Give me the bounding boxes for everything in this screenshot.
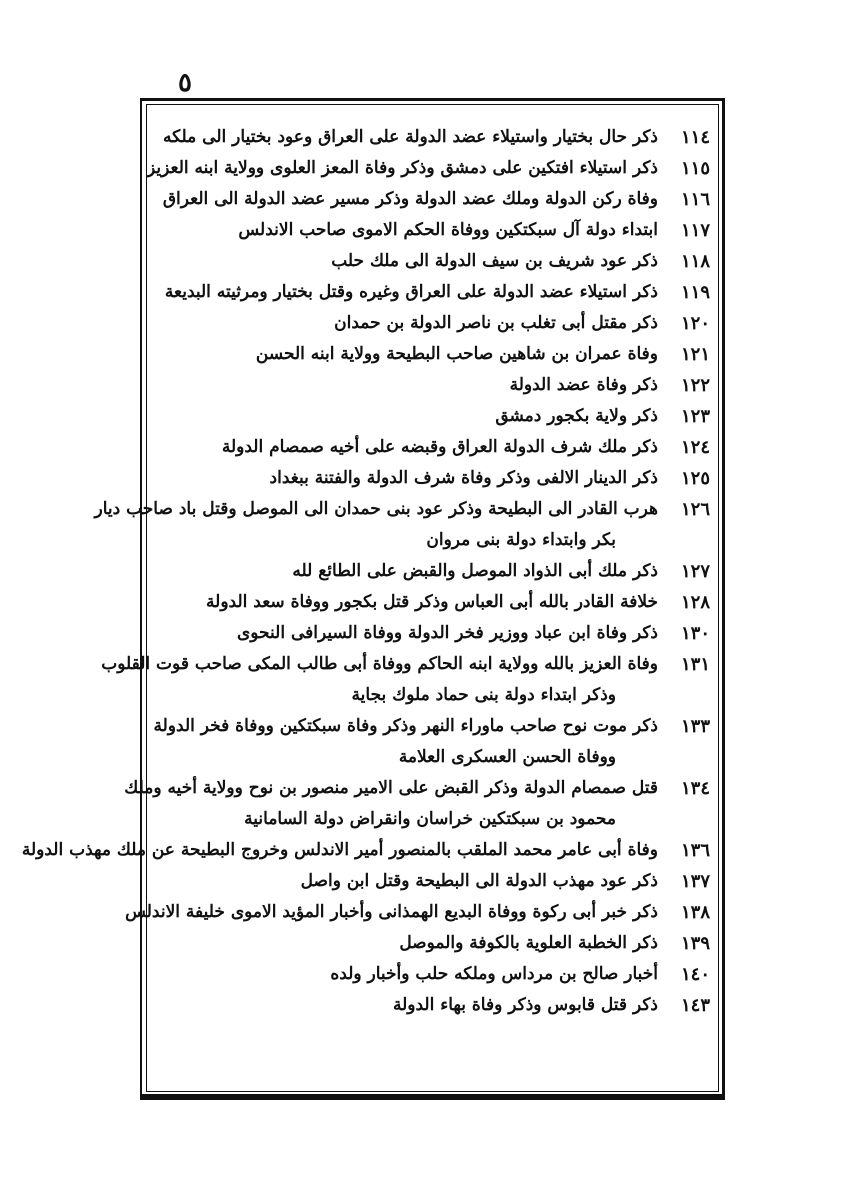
entry-page-number: ١٣٤ xyxy=(680,778,710,799)
toc-entry xyxy=(150,556,712,587)
entry-page-number: ١٣٣ xyxy=(680,716,710,737)
entry-page-number: ١٣١ xyxy=(680,654,710,675)
entry-page-number: ١٢٦ xyxy=(680,499,710,520)
table-of-contents xyxy=(21,122,712,1021)
entry-page-number: ١٣٨ xyxy=(680,902,710,923)
toc-entry xyxy=(150,432,712,463)
entry-title-line: ابتداء دولة آل سبكتكين ووفاة الحكم الاموى صاحب الاندلس xyxy=(238,220,658,240)
entry-page-number: ١٣٠ xyxy=(680,623,710,644)
entry-title-line: ذكر وفاة ابن عباد ووزير فخر الدولة ووفاة السيرافى النحوى xyxy=(236,623,658,643)
toc-entry xyxy=(150,308,712,339)
entry-page-number: ١٢٠ xyxy=(680,313,710,334)
toc-entry xyxy=(150,990,712,1021)
entry-title-line: خلافة القادر بالله أبى العباس وذكر قتل بكجور ووفاة سعد الدولة xyxy=(206,592,658,612)
entry-title xyxy=(147,153,658,184)
page-number: ٥ xyxy=(178,68,192,98)
entry-title xyxy=(150,122,658,153)
entry-title xyxy=(150,990,658,1021)
toc-entry xyxy=(150,339,712,370)
entry-page-number: ١٣٩ xyxy=(680,933,710,954)
entry-title xyxy=(150,184,658,215)
entry-title-line: هرب القادر الى البطيحة وذكر عود بنى حمدان الى الموصل وقتل باد صاحب ديار xyxy=(94,499,658,519)
entry-title-line: ذكر موت نوح صاحب ماوراء النهر وذكر وفاة سبكتكين ووفاة فخر الدولة xyxy=(153,716,658,736)
entry-page-number: ١٢٣ xyxy=(680,406,710,427)
toc-entry xyxy=(150,122,712,153)
entry-title-line: ذكر مقتل أبى تغلب بن ناصر الدولة بن حمدان xyxy=(334,313,658,333)
toc-entry xyxy=(150,928,712,959)
toc-entry xyxy=(150,246,712,277)
entry-page-number: ١٢٨ xyxy=(680,592,710,613)
entry-title-line: ذكر حال بختيار واستيلاء عضد الدولة على العراق وعود بختيار الى ملكه xyxy=(163,127,658,147)
toc-entry xyxy=(150,277,712,308)
entry-title-continuation: محمود بن سبكتكين خراسان وانقراض دولة السامانية xyxy=(244,809,616,829)
entry-title xyxy=(150,866,658,897)
entry-page-number: ١٢٧ xyxy=(680,561,710,582)
entry-title xyxy=(95,494,659,556)
toc-entry xyxy=(150,618,712,649)
entry-page-number: ١٢٥ xyxy=(680,468,710,489)
entry-page-number: ١٣٧ xyxy=(680,871,710,892)
toc-entry xyxy=(150,587,712,618)
toc-entry xyxy=(94,494,712,556)
entry-title-continuation: وذكر ابتداء دولة بنى حماد ملوك بجاية xyxy=(351,685,616,705)
toc-entry xyxy=(150,463,712,494)
entry-page-number: ١٢٢ xyxy=(680,375,710,396)
toc-entry xyxy=(150,401,712,432)
entry-title xyxy=(22,835,658,866)
entry-title xyxy=(150,370,658,401)
entry-page-number: ١٢١ xyxy=(680,344,710,365)
entry-title-line: ذكر استيلاء افتكين على دمشق وذكر وفاة المعز العلوى وولاية ابنه العزيز xyxy=(147,158,658,178)
entry-page-number: ١٤٣ xyxy=(680,995,710,1016)
entry-title-line: ذكر استيلاء عضد الدولة على العراق وغيره وقتل بختيار ومرثيته البديعة xyxy=(164,282,658,302)
toc-entry xyxy=(150,866,712,897)
entry-title xyxy=(150,711,658,773)
entry-page-number: ١٤٠ xyxy=(680,964,710,985)
entry-page-number: ١١٨ xyxy=(680,251,710,272)
entry-title-line: ذكر وفاة عضد الدولة xyxy=(509,375,658,395)
entry-title xyxy=(150,246,658,277)
toc-entry xyxy=(150,711,712,773)
entry-title xyxy=(125,897,658,928)
entry-title xyxy=(150,401,658,432)
toc-entry xyxy=(150,370,712,401)
entry-page-number: ١١٥ xyxy=(680,158,710,179)
entry-page-number: ١٣٦ xyxy=(680,840,710,861)
entry-title-line: قتل صمصام الدولة وذكر القبض على الامير منصور بن نوح وولاية أخيه وملك xyxy=(124,778,658,798)
entry-title xyxy=(150,308,658,339)
entry-title xyxy=(150,618,658,649)
toc-entry xyxy=(21,835,712,866)
entry-title-continuation: بكر وابتداء دولة بنى مروان xyxy=(426,530,616,550)
entry-title xyxy=(101,649,658,711)
entry-title-line: ذكر الخطبة العلوية بالكوفة والموصل xyxy=(399,933,658,953)
entry-title-line: ذكر عود مهذب الدولة الى البطيحة وقتل ابن واصل xyxy=(300,871,658,891)
entry-title xyxy=(150,339,658,370)
entry-page-number: ١١٤ xyxy=(680,127,710,148)
entry-title-line: ذكر خبر أبى ركوة ووفاة البديع الهمذانى وأخبار المؤيد الاموى خليفة الاندلس xyxy=(125,902,658,922)
entry-page-number: ١١٦ xyxy=(680,189,710,210)
entry-title-line: وفاة أبى عامر محمد الملقب بالمنصور أمير الاندلس وخروج البطيحة عن ملك مهذب الدولة xyxy=(21,840,658,860)
entry-title xyxy=(150,432,658,463)
toc-entry xyxy=(101,649,712,711)
toc-entry xyxy=(125,897,712,928)
entry-page-number: ١١٧ xyxy=(680,220,710,241)
entry-title-line: ذكر ولاية بكجور دمشق xyxy=(495,406,658,426)
entry-title-line: وفاة ركن الدولة وملك عضد الدولة وذكر مسير عضد الدولة الى العراق xyxy=(162,189,658,209)
entry-title-line: وفاة عمران بن شاهين صاحب البطيحة وولاية ابنه الحسن xyxy=(255,344,658,364)
entry-title xyxy=(150,556,658,587)
entry-title xyxy=(124,773,658,835)
entry-title-line: ذكر عود شريف بن سيف الدولة الى ملك حلب xyxy=(331,251,658,271)
entry-title-continuation: ووفاة الحسن العسكرى العلامة xyxy=(398,747,616,767)
entry-title xyxy=(150,215,658,246)
toc-entry xyxy=(150,959,712,990)
entry-page-number: ١٢٤ xyxy=(680,437,710,458)
entry-title-line: ذكر قتل قابوس وذكر وفاة بهاء الدولة xyxy=(392,995,658,1015)
entry-title-line: وفاة العزيز بالله وولاية ابنه الحاكم ووفاة أبى طالب المكى صاحب قوت القلوب xyxy=(101,654,658,674)
entry-title-line: ذكر الدينار الالفى وذكر وفاة شرف الدولة والفتنة ببغداد xyxy=(269,468,658,488)
toc-entry xyxy=(150,184,712,215)
toc-entry xyxy=(124,773,712,835)
entry-title xyxy=(150,959,658,990)
entry-title-line: ذكر ملك أبى الذواد الموصل والقبض على الطائع لله xyxy=(292,561,658,581)
entry-title-line: أخبار صالح بن مرداس وملكه حلب وأخبار ولده xyxy=(330,964,658,984)
toc-entry xyxy=(147,153,712,184)
entry-title xyxy=(150,277,658,308)
entry-page-number: ١١٩ xyxy=(680,282,710,303)
entry-title-line: ذكر ملك شرف الدولة العراق وقبضه على أخيه صمصام الدولة xyxy=(221,437,658,457)
entry-title xyxy=(150,463,658,494)
entry-title xyxy=(150,587,658,618)
toc-entry xyxy=(150,215,712,246)
entry-title xyxy=(150,928,658,959)
